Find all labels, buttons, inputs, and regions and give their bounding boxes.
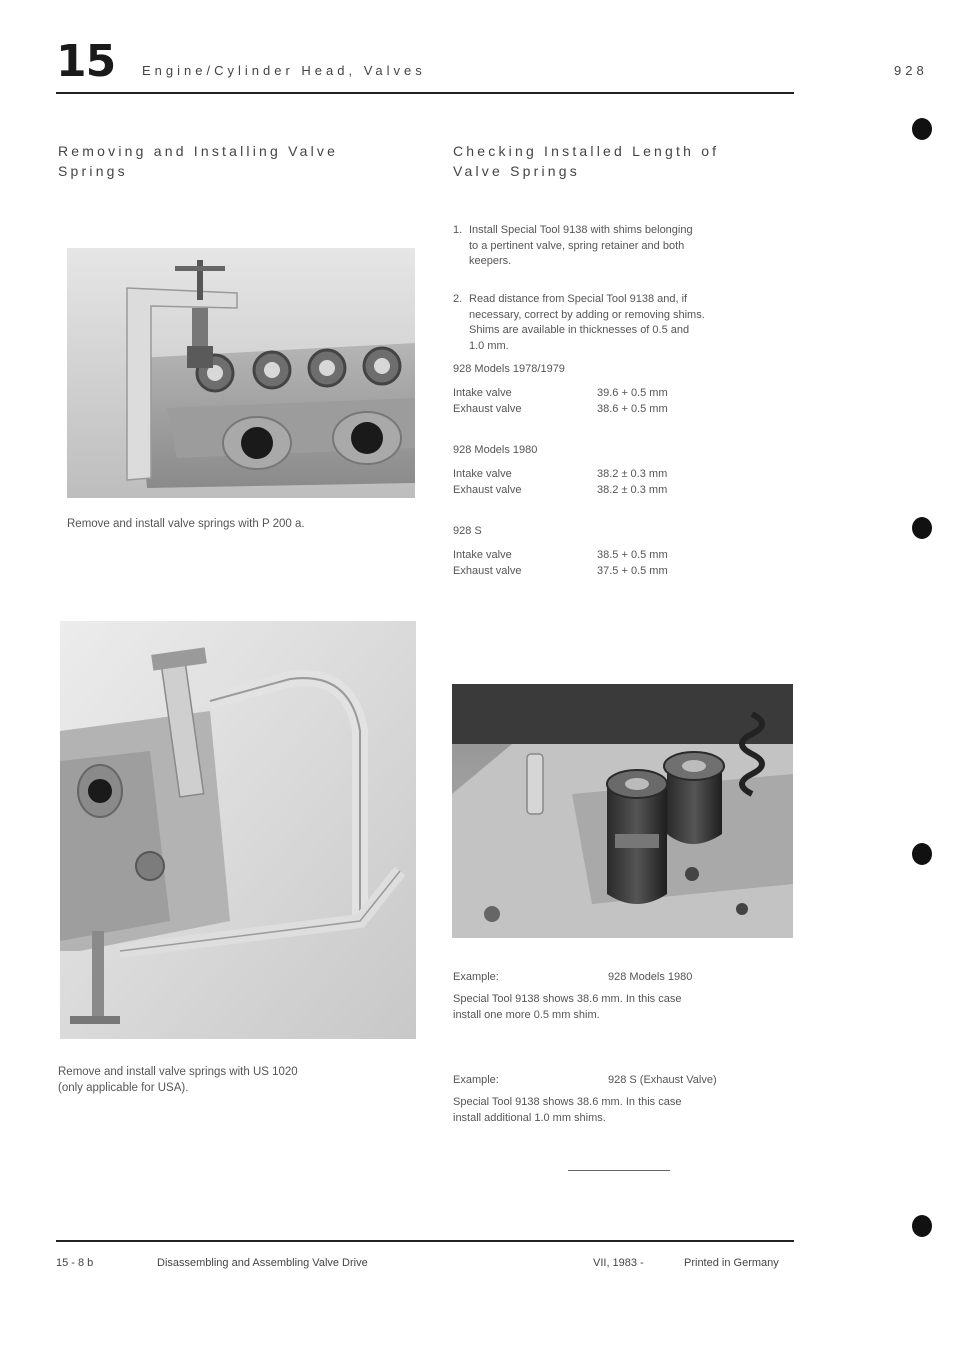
spec-label: Exhaust valve	[453, 403, 522, 415]
spec-value: 38.6 + 0.5 mm	[597, 403, 668, 415]
spec-label: Intake valve	[453, 468, 512, 480]
photo-us1020-illustration	[60, 621, 416, 1039]
step-2	[453, 292, 793, 354]
footer-rule	[56, 1240, 794, 1242]
example-2-value: 928 S (Exhaust Valve)	[608, 1074, 717, 1086]
example-2	[453, 1073, 793, 1126]
example-1-line: Special Tool 9138 shows 38.6 mm. In this case	[453, 993, 682, 1005]
spec-group-928s	[453, 523, 753, 603]
spec-label: Intake valve	[453, 387, 512, 399]
spec-label: Exhaust valve	[453, 484, 522, 496]
step-2-line: Shims are available in thicknesses of 0.5 and	[469, 324, 690, 336]
spec-group-1978-1979	[453, 361, 753, 441]
step-1-line: Install Special Tool 9138 with shims belonging	[469, 224, 693, 236]
step-1	[453, 223, 793, 270]
spec-label: Exhaust valve	[453, 565, 522, 577]
photo-valve-spring-tool-p200a	[67, 248, 415, 498]
spec-group-title: 928 S	[453, 525, 482, 537]
photo-valve-spring-tool-us1020	[60, 621, 416, 1039]
right-heading-line-2: Valve Springs	[453, 163, 580, 179]
chapter-number: 15	[56, 36, 116, 87]
step-1-line: to a pertinent valve, spring retainer and both	[469, 239, 685, 252]
step-2-number: 2.	[453, 293, 463, 305]
step-2-line: necessary, correct by adding or removing shims.	[469, 308, 705, 321]
example-1-label: Example:	[453, 971, 499, 983]
caption-us1020-line-1: Remove and install valve springs with US 1020	[58, 1066, 298, 1078]
binder-hole-marker	[912, 843, 932, 865]
caption-us1020-line-2: (only applicable for USA).	[58, 1082, 189, 1094]
caption-us1020	[58, 1064, 298, 1096]
header-title: Engine/Cylinder Head, Valves	[142, 63, 426, 78]
left-heading-line-1: Removing and Installing Valve	[58, 143, 339, 159]
step-2-line: 1.0 mm.	[469, 339, 509, 352]
spec-group-title: 928 Models 1978/1979	[453, 363, 565, 375]
left-heading-line-2: Springs	[58, 163, 128, 179]
spec-value: 38.2 ± 0.3 mm	[597, 484, 668, 496]
caption-p200a: Remove and install valve springs with P 200 a.	[67, 518, 305, 530]
step-2-line: Read distance from Special Tool 9138 and, if	[469, 293, 688, 305]
footer-printed: Printed in Germany	[684, 1257, 779, 1269]
left-section-heading	[58, 141, 338, 181]
spec-label: Intake valve	[453, 549, 512, 561]
spec-group-title: 928 Models 1980	[453, 444, 538, 456]
example-1-value: 928 Models 1980	[608, 971, 693, 983]
right-section-heading	[453, 141, 719, 181]
footer-section-title: Disassembling and Assembling Valve Drive	[157, 1257, 368, 1269]
header-rule	[56, 92, 794, 94]
right-heading-line-1: Checking Installed Length of	[453, 143, 720, 159]
footer-date: VII, 1983 -	[593, 1257, 644, 1269]
example-2-label: Example:	[453, 1074, 499, 1086]
photo-9138-illustration	[452, 684, 793, 938]
step-1-number: 1.	[453, 224, 463, 236]
example-2-line: Special Tool 9138 shows 38.6 mm. In this case	[453, 1096, 682, 1108]
spec-group-1980	[453, 442, 753, 522]
spec-value: 39.6 + 0.5 mm	[597, 387, 668, 399]
example-1-line: install one more 0.5 mm shim.	[453, 1008, 600, 1021]
example-1	[453, 970, 793, 1023]
photo-special-tool-9138-installed	[452, 684, 793, 938]
spec-value: 37.5 + 0.5 mm	[597, 565, 668, 577]
binder-hole-marker	[912, 517, 932, 539]
step-1-line: keepers.	[469, 255, 512, 267]
binder-hole-marker	[912, 1215, 932, 1237]
binder-hole-marker	[912, 118, 932, 140]
photo-p200a-illustration	[67, 248, 415, 498]
example-2-line: install additional 1.0 mm shims.	[453, 1111, 606, 1124]
spec-value: 38.2 ± 0.3 mm	[597, 468, 668, 480]
section-end-rule	[568, 1170, 670, 1171]
header-model: 928	[894, 63, 928, 78]
footer-page-number: 15 - 8 b	[56, 1257, 94, 1269]
spec-value: 38.5 + 0.5 mm	[597, 549, 668, 561]
